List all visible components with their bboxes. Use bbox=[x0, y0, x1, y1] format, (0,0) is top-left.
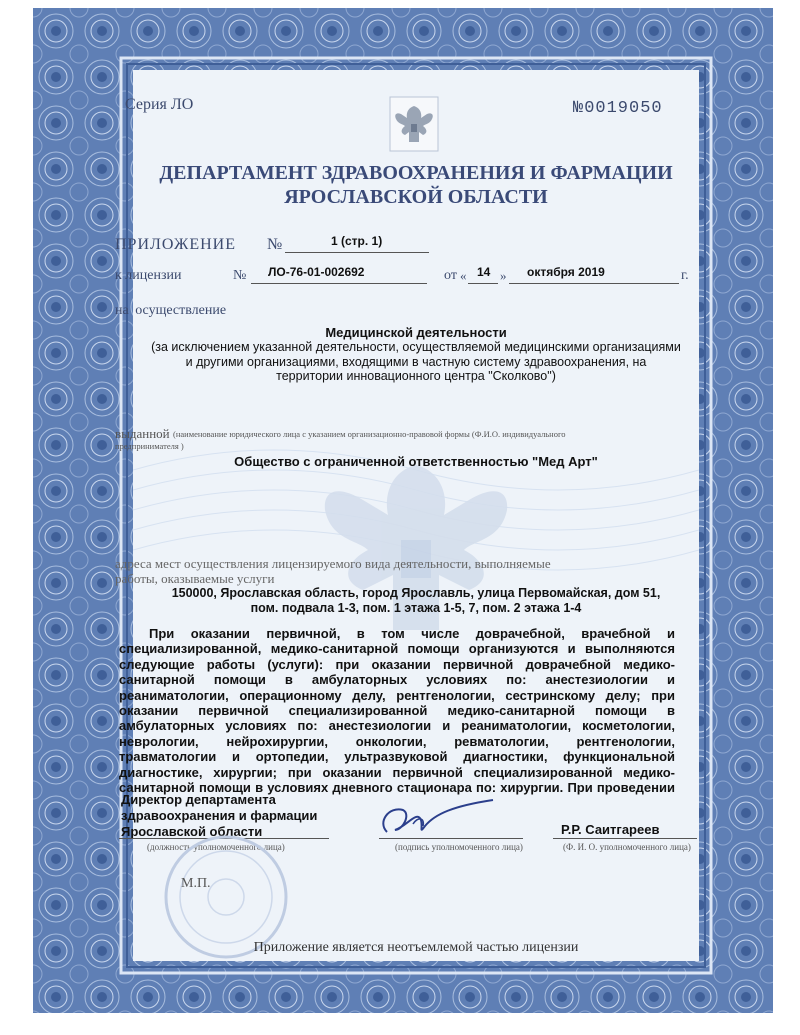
license-number: ЛО-76-01-002692 bbox=[268, 265, 365, 279]
license-day: 14 bbox=[477, 265, 491, 279]
month-underline bbox=[509, 283, 679, 284]
quote-close: » bbox=[500, 268, 507, 283]
services-line: неврологии, нейрохирургии, онкологии, ревматологии, рентгенологии, bbox=[119, 733, 675, 749]
services-line: санитарной помощи в условиях дневного стационара по: хирургии. При проведении bbox=[119, 780, 675, 796]
issuer-title-line1: ДЕПАРТАМЕНТ ЗДРАВООХРАНЕНИЯ И ФАРМАЦИИ bbox=[159, 162, 673, 184]
services-line: травматологии и ортопедии, ультразвуковой диагностики, функциональной bbox=[119, 749, 675, 765]
activity-title: Медицинской деятельности bbox=[325, 325, 507, 340]
license-number-sign: № bbox=[233, 268, 247, 283]
issued-hint-line2: предпринимателя ) bbox=[115, 441, 184, 451]
document-paper bbox=[115, 70, 699, 961]
services-line: оказании первичной специализированной медико-санитарной помощи в bbox=[119, 703, 675, 719]
activity-note-line2: и другими организациями, входящими в частную систему здравоохранения, на bbox=[185, 354, 647, 369]
address-line1: 150000, Ярославская область, город Ярославль, улица Первомайская, дом 51, bbox=[171, 586, 661, 600]
appendix-label: ПРИЛОЖЕНИЕ bbox=[115, 236, 237, 253]
services-line: санитарной помощи в амбулаторных условиях по: анестезиологии и bbox=[119, 672, 675, 688]
services-line: следующие работы (услуги): при оказании первичной доврачебной медико- bbox=[119, 656, 675, 672]
coat-of-arms-icon bbox=[389, 96, 439, 152]
signatory-position-line3: Ярославской области bbox=[121, 824, 263, 839]
signature-underline bbox=[379, 838, 523, 839]
address-value bbox=[133, 586, 699, 616]
license-from-label: от bbox=[444, 268, 457, 283]
name-underline bbox=[553, 838, 697, 839]
signatory-position-line2: здравоохранения и фармации bbox=[121, 808, 318, 823]
appendix-value: 1 (стр. 1) bbox=[331, 234, 383, 248]
stamp-place-label: М.П. bbox=[181, 876, 211, 891]
activity-note bbox=[113, 340, 719, 384]
appendix-underline bbox=[285, 252, 429, 253]
quote-open: « bbox=[460, 268, 467, 283]
services-line: амбулаторных условиях по: анестезиологии и реаниматологии, косметологии, bbox=[119, 718, 675, 734]
address-label-line2: работы, оказываемые услуги bbox=[115, 571, 275, 586]
signatory-position-line1: Директор департамента bbox=[121, 792, 276, 807]
activity-label: на осуществление bbox=[115, 303, 227, 318]
issued-hint-line1: (наименование юридического лица с указанием организационно-правовой формы (Ф.И.О. индивидуального bbox=[173, 429, 566, 439]
services-paragraph bbox=[119, 626, 675, 795]
address-line2: пом. подвала 1-3, пом. 1 этажа 1-5, 7, пом. 2 этажа 1-4 bbox=[250, 601, 582, 615]
series-label: Серия ЛО bbox=[125, 96, 194, 113]
activity-note-line3: территории инновационного центра "Сколково") bbox=[276, 369, 556, 383]
services-line: специализированной, медико-санитарной помощи организуются и выполняются bbox=[119, 641, 675, 657]
signatory-name: Р.Р. Саитгареев bbox=[561, 822, 660, 837]
address-label-line1: адреса мест осуществления лицензируемого вида деятельности, выполняемые bbox=[115, 556, 551, 571]
license-number-underline bbox=[251, 283, 427, 284]
decorative-border bbox=[33, 8, 773, 1013]
license-label: к лицензии bbox=[115, 268, 182, 283]
address-label bbox=[115, 556, 551, 586]
license-month-year: октября 2019 bbox=[527, 265, 605, 279]
services-line: реаниматологии, операционному делу, рентгенологии, сестринскому делу; при bbox=[119, 687, 675, 703]
activity-note-line1: (за исключением указанной деятельности, осуществляемой медицинскими организациями bbox=[151, 340, 681, 354]
day-underline bbox=[468, 283, 498, 284]
services-line: При оказании первичной, в том числе доврачебной, врачебной и bbox=[149, 626, 675, 641]
issuer-title-line2: ЯРОСЛАВСКОЙ ОБЛАСТИ bbox=[284, 186, 548, 208]
year-suffix: г. bbox=[681, 268, 689, 283]
license-form-number: №0019050 bbox=[573, 99, 663, 118]
issued-organization: Общество с ограниченной ответственностью "Мед Арт" bbox=[234, 454, 598, 469]
appendix-number-sign: № bbox=[267, 236, 283, 253]
footer-note: Приложение является неотъемлемой частью лицензии bbox=[253, 940, 579, 955]
services-line: диагностике, хирургии; при оказании первичной специализированной медико- bbox=[119, 764, 675, 780]
name-hint: (Ф. И. О. уполномоченного лица) bbox=[563, 842, 691, 852]
issued-label: выданной bbox=[115, 426, 170, 441]
signature-hint: (подпись уполномоченного лица) bbox=[395, 842, 523, 852]
position-hint: (должность уполномоченного лица) bbox=[147, 842, 285, 852]
